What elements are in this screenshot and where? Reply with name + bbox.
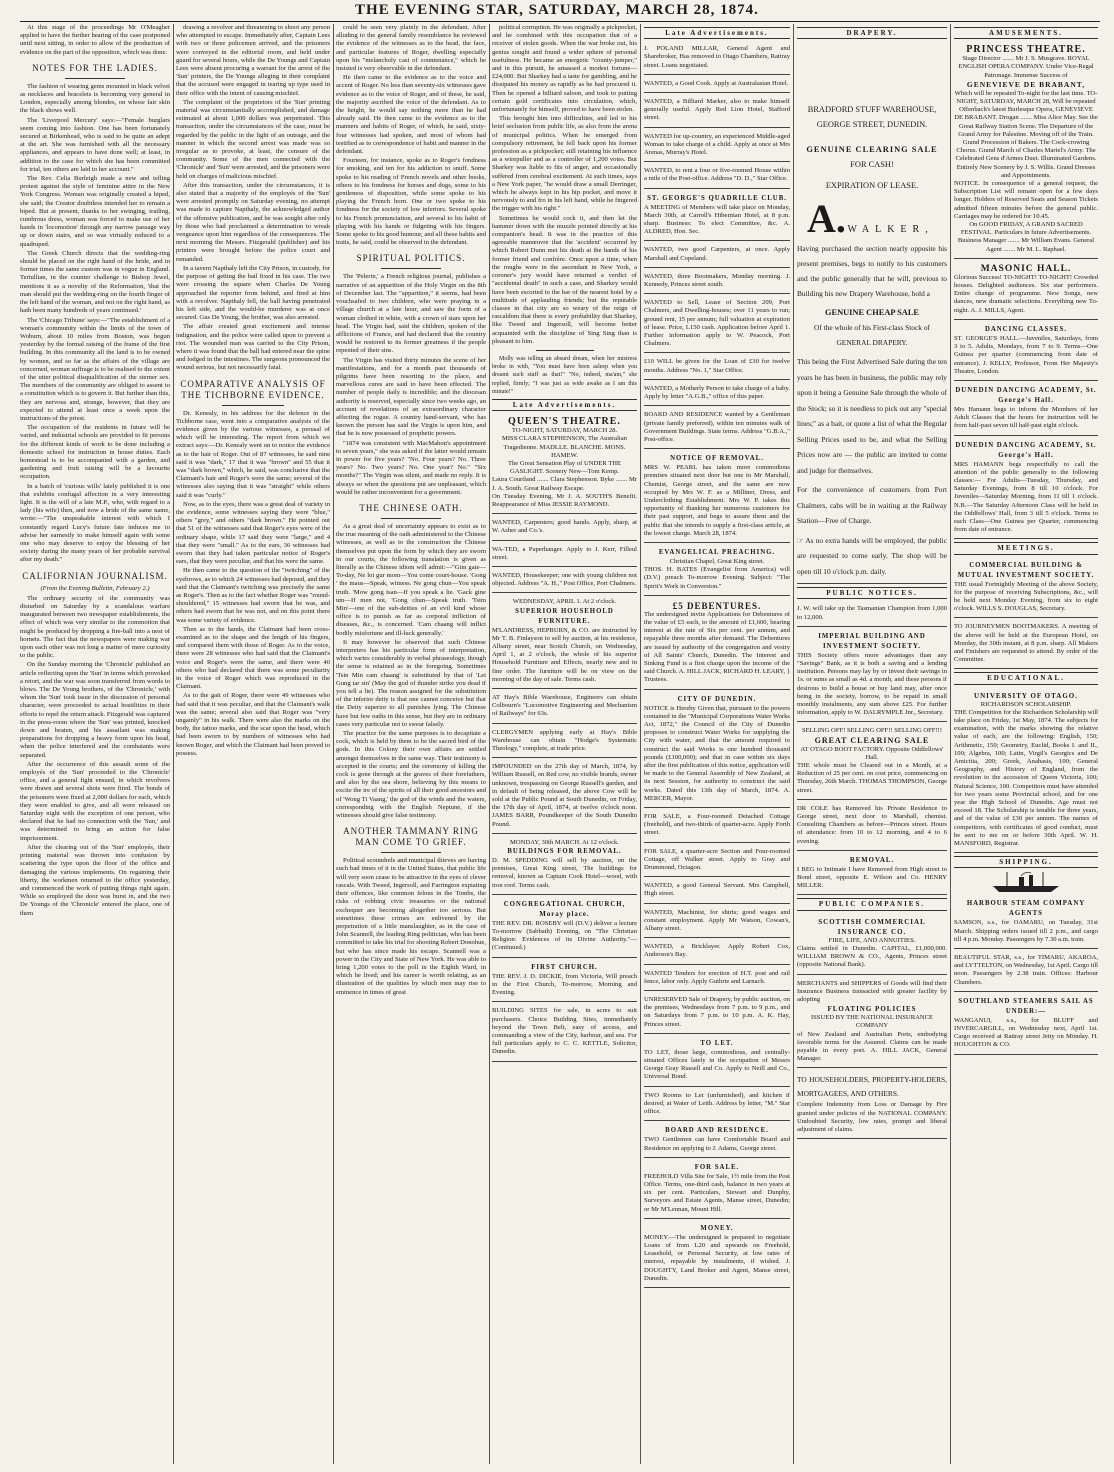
ad-title: COMMERCIAL BUILDING & MUTUAL INVESTMENT SOCIETY. xyxy=(957,561,1095,579)
section-public-companies: PUBLIC COMPANIES. xyxy=(797,898,947,910)
ad-text: Laura Courtland ....... Clara Stephenson. Byke ....... Mr J. A. South. Great Railway Escape. xyxy=(492,476,637,492)
ad-text: Mrs Hamann begs to inform the Members of her Adult Classes that the hours for instruction will be from half-past seven till half-past eight o'clock. xyxy=(954,405,1098,430)
ad-text: NOTICE is Hereby Given that, pursuant to the powers contained in the "Municipal Corporations Water Works Act, 1872," the Council of the City of Dunedin proposes to construct Water Works for supplying the City with water, and that the amount required to construct the said Works is one hundred thousand pounds (£100,000); and that in case within six days after the first publication of this notice, application will be made to the General Assembly of New Zealand, at its next Session, for authority to construct the said works. Dated this 13th day of March, 1874. A. MERCER, Mayor. xyxy=(644,704,790,802)
ad-text: A MEETING of Members will take place on Monday, March 30th, at Carroll's Hibernian Hotel, at 8 p.m. sharp. Business: To elect Committee, &c. A. ALDRED, Hon. Sec. xyxy=(644,203,790,236)
ad-title: ST. GEORGE'S QUADRILLE CLUB. xyxy=(647,194,787,202)
paragraph: As to the gait of Roger, there were 49 witnesses who had said that it was peculiar, and that the Claimant's walk was the same; several also said that Roger was "very ungainly" in his walk. There were also the marks on the body, the tattoo marks, and the scar upon the head, which had been sworn to by numbers of witnesses who had known Roger, and which the Claimant had been proved to possess. xyxy=(176,692,330,757)
ad-carpenters xyxy=(644,243,790,267)
paragraph: Now, as to the eyes, there was a great deal of variety in the evidence, some witnesses saying they were "blue," others "grey," and others "dark brown." He pointed out that 51 of the witnesses said that Roger's eyes were of the ordinary shape, while 17 said they were "large," and 4 that they were "small." As to the ears, 36 witnesses had sworn that they had taken particular notice of Roger's ears, that they were peculiar, and that his were the same. xyxy=(176,500,330,566)
ad-text: The undersigned invite Applications for Debentures of the value of £5 each, to the amount of £1,600, bearing interest at the rate of Six per cent. per annum, and repayable three months after demand. The Debentures are issued by authority of the congregation and vestry of All Saints' Church, Dunedin. The Interest and Sinking Fund is a first charge upon the income of the said Church. A. HILL JACK, RICHARD H. LEARY, } Trustees. xyxy=(644,610,790,684)
divider xyxy=(65,78,125,79)
paragraph: In a tavern Napthaly left the City Prison, in custody, for the purpose of getting the bail fixed in his case. The two were crossing the square when Charles De Young approached the reporter from behind, and fired at him with a revolver. Napthaly fell, the ball having penetrated his left side, and the would-be murderer was at once secured. Gus De Young, the brother, was also arrested. xyxy=(176,264,330,322)
ad-title: CONGREGATIONAL CHURCH, Moray place. xyxy=(503,900,626,918)
section-educational: EDUCATIONAL. xyxy=(954,672,1098,684)
ad-text: Christian Chapel, Great King street. xyxy=(669,557,765,565)
paragraph: The affair created great excitement and intense indignation, and the police were called upon to prevent a riot. The wounded man was carried to the City Prison, where it was found that the ball had entered near the spine and lodged in the intestines. The surgeons pronounced the wound serious, but not necessarily fatal. xyxy=(176,323,330,372)
ad-text: WANTED to Sell, Lease of Section 209, Port Chalmers, and Dwelling-houses; over 11 years to run; ground rent, 15 per annum; full valuation at expiration of lease. Price, L150 cash. Application before April 1. Further information apply to W. Peacock, Port Chalmers. xyxy=(644,299,790,348)
section-late-advertisements: Late Advertisements. xyxy=(644,27,790,39)
ad-text: CLERGYMEN applying early at Hay's Bible Warehouse can obtain "Hodge's Systematic Theology," complete, at trade price. xyxy=(492,728,637,753)
ad-text: MRS HAMANN begs respectfully to call the attention of the public generally to the following classes:— For Adults—Tuesday, Thursday, and Saturday Evenings, from 8 till 10 o'clock. For Juveniles—Saturday Morning, from 11 till 1 o'clock. N.B.—The Saturday Afternoon Class will be held in the Oddfellows' Hall, from 3 till 5 o'clock. Terms to each Class—One Guinea per Quarter, commencing from date of entrance. xyxy=(954,460,1098,534)
headline-spiritual-politics: SPIRITUAL POLITICS. xyxy=(356,253,466,264)
ad-text: TWO Rooms to Let (unfurnished), and kitchen if desired, at Water of Leith. Address by letter, "M." Star office. xyxy=(644,1091,790,1116)
ad-title: FIRST CHURCH. xyxy=(531,963,598,971)
ad-text: SELLING OFF! SELLING OFF!! SELLING OFF!!! xyxy=(801,727,943,735)
ad-text: WANTED, Machinist, for shirts; good wages and constant employment. Apply Mr Watson, Cowan's, Albany street. xyxy=(644,908,790,933)
paragraph: The 'Liverpool Mercury' says:—"Female burglars seem coming into fashion. One has been fortunately secured at Birkenhead, who is said to be quite an adept at the art. She was furnished with all the necessary appliances, and appears to have done well; at least, in addition to the case for which she has been committed for trial, ten others are laid to her account." xyxy=(20,116,170,173)
ad-billiard-marker xyxy=(644,95,790,128)
ad-text: WANTED, Carpenters; good hands. Apply, sharp, at W. Asher and Co.'s. xyxy=(492,519,637,535)
ad-congregational-church xyxy=(492,897,637,958)
ad-text: Complete Indemnity from Loss or Damage by Fire granted under policies of the NATIONAL COMPANY. Undoubted Security, low rates, prompt and liberal adjustment of claims. xyxy=(797,1101,947,1133)
ad-section-lease xyxy=(644,296,790,353)
ad-text: Having purchased the section nearly opposite his present premises, begs to notify to his customers and the public generally that he will, previous to Building his new Drapery Warehouse, hold a xyxy=(797,244,947,299)
paragraph: The occupation of the residents in future will be varied, and industrial schools are provided to fit persons for the different kinds of work to be done including a domestic school for instruction in house duties. Each homestead is to be accompanied with a garden, and gardening and fruit raising will be a favourite occupation. xyxy=(20,424,170,481)
ad-text: BOARD AND RESIDENCE wanted by a Gentleman (private family preferred), within ten minutes walk of Government Buildings. State terms. Address "G.B.A.," Post-office. xyxy=(644,411,790,443)
ad-debentures xyxy=(644,598,790,690)
ad-walker-drapery xyxy=(797,42,947,584)
ad-text: MONEY.—The undersigned is prepared to negotiate Loans of from L20 and upwards on Freehold, Leasehold, or Personal Security, at low rates of interest, repayable by instalments, if wished. J. DOUGHTY, Land Broker and Agent, Manse street, Dunedin. xyxy=(644,1233,790,1282)
ad-title: QUEEN'S THEATRE. xyxy=(508,416,621,428)
ad-text: WALKER, xyxy=(847,224,934,236)
paragraph: The ordinary security of the community was disturbed on Saturday by a scandalous warfare inaugurated between two newspaper establishments, the effect of which was very similar to the commotion that might be produced by dropping a fire-ball into a nest of hornets. The fact that the newspapers were making war upon each other was not long a matter of mere curiosity to the public. xyxy=(20,594,170,660)
column-4 xyxy=(492,24,637,1464)
ad-text: FOR SALE, a quarter-acre Section and Four-roomed Cottage, off Walker street. Apply to Gray and Drummond, Octagon. xyxy=(644,847,790,872)
paragraph: Sometimes he would cock it, and then let the hammer down with the muzzle pointed directly at his companion's head. It was in the practice of this agreeable manœuvre that the 'accident' occurred by which Robert Dunn met his death at the hands of his former friend and confrère. Once upon a time, when the roughs were in the ascendant in New York, a coroner's jury would have returned a verdict of "accidental death" in such a case, and Sharkey would have been escorted to the bar of the nearest hotel by a multitude of applauding friends; but the reputable classes in that city are so weary of the reign of rascaldom that there is every probability that Sharkey, like Tweed and Ingersoll, will become better acquainted with the discipline of Sing Sing than is pleasant to him. xyxy=(492,214,637,345)
ad-title: CITY OF DUNEDIN. xyxy=(677,695,757,703)
ad-text: £10 WILL be given for the Loan of £30 for twelve months. Address "No. 1," Star Office. xyxy=(644,358,790,374)
ad-poland-millar xyxy=(644,42,790,75)
divider xyxy=(381,268,441,269)
ad-title: MASONIC HALL. xyxy=(980,263,1072,274)
ad-motherly-person xyxy=(644,382,790,406)
headline-tammany: ANOTHER TAMMANY RING MAN COME TO GRIEF. xyxy=(343,826,479,848)
divider xyxy=(222,405,284,406)
ad-drapery-sale xyxy=(644,993,790,1034)
paragraph-anecdote: Molly was telling an absurd dream, when her mistress broke in with, "You must have been asleep when you dreamt such stuff as that!" "No, indeed, ma'am," she replied, firmly; "I was just as wide awake as I am this minute!" xyxy=(492,355,637,395)
column-divider xyxy=(793,24,794,1464)
ad-title: NOTICE OF REMOVAL. xyxy=(670,455,764,463)
ad-text: FOR SALE, a Four-roomed Detached Cottage (freehold), and two-thirds of quarter-acre. Apply Forth street. xyxy=(644,813,790,837)
ad-text: WEDNESDAY, APRIL 1. At 2 o'clock. xyxy=(512,598,617,606)
ad-text: On GOOD FRIDAY, A GRAND SACRED FESTIVAL. Particulars in future Advertisements. Business Manager ....... Mr William Evans. General Agent ....... Mr M. L. Raphael. xyxy=(957,221,1095,253)
ad-text: ☞ As no extra hands will be employed, the public are requested to come early. The shop will be open till 10 o'clock p.m. daily. xyxy=(797,535,947,576)
ad-text: DR COLE has Removed his Private Residence to George street, next door to Marshall, chemist. Consulting Chambers as before—Princes street. Hours of attendance: from 10 to 12 morning, and 4 to 6 evening. xyxy=(797,804,947,845)
ad-masonic-hall xyxy=(954,261,1098,320)
ad-commercial-building xyxy=(954,558,1098,619)
section-drapery: DRAPERY. xyxy=(797,27,947,39)
ad-text: TO HOUSEHOLDERS, PROPERTY-HOLDERS, MORTGAGEES, AND OTHERS. xyxy=(797,1075,947,1099)
column-1 xyxy=(20,24,170,1464)
ad-title: SCOTTISH COMMERCIAL INSURANCE CO. xyxy=(818,917,926,936)
ad-dancing-academy xyxy=(954,438,1098,540)
ad-southland-steamers xyxy=(954,994,1098,1055)
ad-text: WANTED, Housekeeper; one with young children not objected. Address "A. H.," Post Office, Port Chalmers. xyxy=(492,571,637,588)
ad-text: FREEHOLD Villa Site for Sale, 1½ mile from the Post Office. Terms, one-third cash, balance in two years at six per cent. Particulars, Stewart and Dunphy, Surveyors and Estate Agents, Manse street, Dunedin; or Mr M'Lennan, Mount Hill. xyxy=(644,1172,790,1213)
ad-text: FOR CASH! xyxy=(850,160,894,170)
ad-title: PRINCESS THEATRE. xyxy=(966,44,1086,56)
ad-journeymen-bootmakers xyxy=(954,620,1098,669)
ad-text: ISSUED BY THE NATIONAL INSURANCE COMPANY xyxy=(810,1014,934,1030)
ad-title: FLOATING POLICIES xyxy=(827,1005,917,1014)
ad-title: GENUINE CLEARING SALE xyxy=(806,145,938,155)
ad-text: WANTED, three Bootmakers, Monday morning. J. Kennedy, Princes street south. xyxy=(644,272,790,289)
section-shipping: SHIPPING. xyxy=(954,856,1098,868)
ad-quadrille-club xyxy=(644,191,790,242)
ad-building-sites xyxy=(492,1004,637,1061)
ad-text: SAMSON, s.s., for OAMARU, on Tuesday, 31st March. Shipping orders issued till 2 p.m., and cargo till 4 p.m. Monday. Passengers by 7.30 a.m. train. xyxy=(954,919,1098,943)
ad-text: GEORGE STREET, DUNEDIN. xyxy=(816,120,928,130)
paragraph: The fashion of wearing gems mounted in black velvet as necklaces and bracelets is becoming very general in London, especially among blondes, on whose fair skin the black shows well. xyxy=(20,82,170,115)
ad-tasmanian xyxy=(797,602,947,626)
ad-text: TWO Gentlemen can have Comfortable Board and Residence on applying to J. Adams, George street. xyxy=(644,1136,790,1152)
ad-dancing-classes xyxy=(954,322,1098,381)
ad-text: WANTED for up-country, an experienced Middle-aged Woman to take charge of a child. Apply at once at Mrs Arenas, Murray's Hotel. xyxy=(644,132,790,157)
ad-general-servant xyxy=(644,879,790,903)
ad-first-church xyxy=(492,960,637,1003)
ad-title: GENUINE CHEAP SALE xyxy=(824,308,919,318)
ad-boot-factory xyxy=(797,724,947,799)
walker-name xyxy=(807,196,947,242)
ad-title: BOARD AND RESIDENCE. xyxy=(665,1127,769,1135)
ad-title: TO LET. xyxy=(700,1039,734,1047)
ad-text: WANTED Tenders for erection of H.T. post and rail fence, labor only. Apply Guthrie and Larnach. xyxy=(644,969,790,985)
paragraph: In a batch of 'curious wills' lately published it is one that exhibits confugal affection in a very interesting light. It is the will of a late M.P., who, with regard to a lady (his wife) then, and now a bride of the same name, wrote:—"The unspeakable interest with which I constantly regard Lucy's future fate induces me to advise her earnestly to make himself again with some one who may deserve to enjoy the blessing of her society during the many years of her probable survival after my death." xyxy=(20,482,170,564)
ad-text: On Tuesday Evening, Mr J. A. SOUTH'S Benefit. Reappearance of Miss JESSIE RAYMOND. xyxy=(492,492,637,508)
ad-two-rooms xyxy=(644,1089,790,1122)
ad-title: DUNEDIN DANCING ACADEMY, St. George's Hall. xyxy=(955,441,1097,459)
ad-title: REMOVAL. xyxy=(849,856,895,864)
ad-title: UNIVERSITY OF OTAGO. xyxy=(974,691,1078,700)
ad-text: THIS Society offers more advantages than any "Savings" Bank, as it is both a saving and a lending institution. Persons may lay by or invest their savings in 1s. or sums as small as 4d. a month, and these persons if desirous to build a house or buy land may, after once being in the society, borrow, to be repaid in small monthly instalments, any sum above £25. For further information, apply to W. DALRYMPLE Jnr., Secretary. xyxy=(797,651,947,717)
column-3 xyxy=(336,24,486,1464)
ad-notice-removal xyxy=(644,451,790,543)
column-2 xyxy=(176,24,330,1464)
ad-title: MONEY. xyxy=(700,1224,734,1232)
ad-text: THE REV. J. D. DICKIE, from Victoria, Will preach in the First Church, To-morrow, Morning and Evening. xyxy=(492,972,637,997)
ad-princess-theatre xyxy=(954,42,1098,259)
paragraph: The Rev. Celia Burleigh made a new and telling protest against the style of feminine attire in the New York Congress. Woman was originally created a biped, she said; the Creator doubtless intended her to remain a biped. But at present, thanks to her swinging, trailing, cumbrous dress, woman was forced to make use of her hands in 'locomotion' through any narrow passage way up or down stairs, and so was virtually reduced to a quadruped. xyxy=(20,175,170,248)
ad-imperial-building xyxy=(797,629,947,723)
ad-money xyxy=(644,1221,790,1288)
steamship-icon xyxy=(991,871,1061,893)
ad-text: FIRE, LIFE, AND ANNUITIES. xyxy=(828,936,916,944)
ad-tenders xyxy=(644,967,790,991)
paragraph: This brought him into difficulties, and led to his brief seclusion from public life, as also from the arena of municipal politics. When he emerged from compulsory retirement, he fell back upon his former profession as a pickpocket; still retaining his influence as a wirepuller and as a controller of 1,200 votes. But Sharkey was liable to fits of anger, and occasionally suffered from cerebral excitement. At such times, says a New York paper, "he would draw a small Derringer, which he always kept in his hip pocket, and move it nervously to and fro in his left hand, while he fingered the trigger with his right." xyxy=(492,115,637,213)
ad-text: UNRESERVED Sale of Drapery, by public auction, on the premises, Wednesdays from 7 p.m. to 9 p.m., and on Saturdays from 7 p.m. to 10 p.m. A. K. Hay, Princes street. xyxy=(644,996,790,1028)
ad-text: WANTED, to rent a four or five-roomed House within a mile of the Post-office. Address "D. D.," Star Office. xyxy=(644,167,790,183)
column-divider xyxy=(173,24,174,1464)
ad-text: MISS CLARA STEPHENSON, The Australian Tragedienne. MADLLE. BLANCHE. MONS. HAMEW. xyxy=(502,435,627,459)
ad-title: GENEVIEVE DE BRABANT, xyxy=(966,79,1086,89)
ad-scottish-commercial xyxy=(797,914,947,975)
ad-removal xyxy=(797,853,947,896)
paragraph: The Virgin has visited thirty minutes the scene of her manifestations, and for a month past thousands of pilgrims have been resorting to the place, and marvellous cures are said to have been effected. The number of people daily is incredible; and the diocesan authority is reserved, especially since two weeks ago, an account of revelations of an extraordinary character affecting the rogue. A country hand-servant, who has known the person has said the Virgin is upon him, and that he is now possessed of prophetic powers. xyxy=(336,356,486,438)
ad-title: HARBOUR STEAM COMPANY AGENTS xyxy=(966,900,1086,918)
ad-housekeeper xyxy=(492,569,637,593)
ad-text: TO JOURNEYMEN BOOTMAKERS. A meeting of the above will be held at the European Hotel, on Monday, the 30th instant, at 8 p.m. sharp. All Makers and Finishers are requested to attend. By order of the Committee. xyxy=(954,623,1098,664)
headline-tichborne: COMPARATIVE ANALYSIS OF THE TICHBORNE EVIDENCE. xyxy=(180,378,326,400)
ad-text: THOS. H. BATES (Evangelist from America) will (D.V.) preach To-morrow Evening. Subject: "The Spirit's Work in Conversion." xyxy=(644,566,790,590)
ad-title: BUILDINGS FOR REMOVAL. xyxy=(507,848,622,856)
ad-text: THE REV. DR. ROSEBY will (D.V.) deliver a lecture To-morrow (Sabbath) Evening, on "The Christian Religion: Evidences of its Divine Authority."—(Continued.) xyxy=(492,919,637,952)
ad-harbour-steam xyxy=(954,896,1098,949)
ad-text: MONDAY, 30th MARCH. At 12 o'clock. xyxy=(510,838,619,846)
paragraph: The 'Pelerin,' a French religious journal, publishes a narrative of an apparition of the Holy Virgin on the 8th of December last. The "apparition," it seems, had been vouchsafed to two children, who were praying in a village church at a late hour, and saw the form of a woman clothed in white, with a crown of stars upon her head. The Virgin had, said the children, spoken of the afflictions of France, and had declared that the country would be restored to its former greatness if the people repented of their sins. xyxy=(336,273,486,355)
subheading: (From the Evening Bulletin, February 2.) xyxy=(40,584,150,592)
ad-text: THE Competition for the Richardson Scholarship will take place on Friday, 1st May, 1874. The subjects for examination, with the marks showing the relative value of each, are the following: English, 150; Arithmetic, 150; Geometry, Euclid, Books I. and II., 100; Algebra, 100; Latin, Virgil's Georgics and De Amicitia, 200; Greek, Anabasis, 100; General Geography, and History of England, from the revolution to the accession of Queen Victoria, 100; Natural Science, 100. Competitors must have attended for two years some Provincial school, and for one year the High School of Dunedin. Age must not exceed 18. The Scholarship is tenable for three years, and of the value of £30 per annum. The names of competitors, with certificates of good conduct, must be sent to me on or before 30th April. W. H. MANSFORD, Registrar. xyxy=(954,708,1098,848)
column-5 xyxy=(644,24,790,1464)
ad-evangelical xyxy=(644,545,790,596)
paragraph: The complaint of the proprietors of the 'Sun' printing material was circumstantially accomplished, and damage estimated at about 1,000 dollars was perpetrated. This transaction, under the circumstances of the case, must be regarded by the public in the light of an outrage, and the manner in which the second arrest was made was so irregular as to provoke, at least, the censure of the community. Some of the men connected with the 'Chronicle' and 'Sun' were arrested, and the prisoners were held on charges of malicious mischief. xyxy=(176,98,330,180)
ad-loan xyxy=(644,355,790,379)
paragraph: After this transaction, under the circumstances, it is also stated that a majority of the employés of the 'Sun' were arrested promptly on Saturday evening, no attempt was made to capture Napthaly, the acknowledged author of the offensive publication, and he was sought after only by those who had proclaimed a determination to wreak vengeance upon him regardless of the consequences. The next morning the Messrs. Fitzgerald (publisher) and his printers were brought before the police court and remanded. xyxy=(176,181,330,263)
paragraph: Political scoundrels and municipal thieves are having such bad times of it in the United States, that public life will very soon cease to be attractive in the eyes of clever rascals. With Tweed, Ingersoll, and Farrington expiating their offences, like common felons in the Tombs, the risks of robbing civic treasuries or the national exchequer are becoming altogether too serious. But sometimes these crimes are enlivened by the perpetration of a little manslaughter, as in the case of John Scannell, the leading Ring politician, who has been committed to take his trial for shooting Robert Donohue, but who has since made his escape. Scannell was a power in the City and State of New York. He was able to bring 1,200 votes to the poll in the Eighth Ward, in which he lived; and his career is worth relating, as an illustration of the qualities by which men may rise to eminence in times of great xyxy=(336,857,486,996)
ad-text: of New Zealand and Australian Ports, embodying favorable terms for the Assured. Claims can be made payable in every port. A. HILL JACK, General Manager. xyxy=(797,1030,947,1063)
ad-text: Of the whole of his First-class Stock of GENERAL DRAPERY. xyxy=(814,323,930,348)
ad-text: BEAUTIFUL STAR, s.s., for TIMARU, AKAROA, and LYTTELTON, on Wednesday, 1st April. Cargo till noon. Passengers by 2.38 train. Offices: Harbour Chambers. xyxy=(954,954,1098,986)
paragraph: The practice for the same purposes is to decapitate a cock, which is held by them to be the sacred bird of the gods. In this Colony their own affairs are settled amongst themselves in the same way. Their testimony is accepted in the courts; and the ceremony of killing the cock is gone through at the graves of their forefathers, and also by the sea shore, believing by this means to excite the ire of the spirits of all their good ancestors and of 'Wong Ti Vaang,' the god of the winds and the waters, corresponding with the English Neptune, if the witnesses should give false testimony. xyxy=(336,730,486,820)
ad-text: TO-NIGHT, SATURDAY, MARCH 28. xyxy=(511,427,618,435)
divider xyxy=(536,350,594,351)
ad-to-let xyxy=(644,1036,790,1087)
ad-text: J. POLAND MILLAR, General Agent and Sharebroker, Has removed to Otago Chambers, Rattray street. Loans negotiated. xyxy=(644,45,790,69)
ad-section-sale xyxy=(644,845,790,878)
paragraph: Dr. Kenealy, in his address for the defence in the Tichborne case, went into a comparative analysis of the evidence given by the various witnesses, a perusal of which will be interesting. The report from which we extract says:—Dr. Kenealy went on to notice the evidence as to the hair of Roger. Out of 87 witnesses, he said nine said it was "dark," 17 that it was "brown" and 55 that it was "dark brown," which, he said, was conclusive that the Claimant's hair and Roger's were the same; several of the witnesses also saying that it was "straight" while others said it was "curly." xyxy=(176,409,330,499)
ad-dr-cole xyxy=(797,802,947,851)
column-6 xyxy=(797,24,947,1464)
ad-house-rent xyxy=(644,164,790,188)
section-meetings: MEETINGS. xyxy=(954,542,1098,554)
ad-for-sale xyxy=(644,1160,790,1219)
ad-text: AT Hay's Bible Warehouse, Engineers can obtain Colbourn's "Locomotive Engineering and Mechanism of Railways" for 63s. xyxy=(492,694,637,718)
ad-text: RICHARDSON SCHOLARSHIP. xyxy=(980,700,1072,708)
paragraph: The 'Chicago Tribune' says:—"The establishment of a woman's community within the limits of the town of Woburn, about 10 miles from Boston, was begun yesterday by the formal raising of the frame of the first building. In this community all the land is to be owned by women, and so far as the affairs of the village are concerned, woman suffrage is to be realised to the extent of the utter political disqualification of the sterner sex. The members of the community are obliged to assent to a constitution which is to govern it. But further than this, they are nervous and, strange, however, that they are expected to attend at least once a week upon the instructions of the priest. xyxy=(20,316,170,422)
ad-text: BRADFORD STUFF WAREHOUSE, xyxy=(807,105,937,115)
ad-board-and-residence xyxy=(644,1123,790,1157)
ad-text: TO LET, those large, commodious, and centrally-situated Offices lately in the occupation of Messrs George Gray Russell and Co. Apply to Neill and Co., Universal Bond. xyxy=(644,1048,790,1081)
divider xyxy=(381,518,441,519)
ad-paperhanger xyxy=(492,543,637,567)
ad-text: For the convenience of customers from Port Chalmers, cabs will be in waiting at the Railway Station—Free of Charge. xyxy=(797,485,947,526)
ad-buildings-removal xyxy=(492,836,637,895)
ad-national-insurance xyxy=(797,977,947,1069)
paragraph: political corruption. He was originally a pickpocket, and he combined with this occupation that of a receiver of stolen goods. When the war broke out, his genius sought and found a wider sphere of personal usefulness. He became an energetic "county-jumper," and in this pursuit, he amassed a modest fortune—£24,000. But Sharkey had a taste for gambling, and he dissipated his money as rapidly as he had procured it. Then he opened a billiard saloon, and took to putting certain gold certificates into circulation, which, unfortunately for himself, proved to have been stolen. xyxy=(492,24,637,114)
dropcap: A. xyxy=(807,196,846,242)
paragraph: Fourteen, for instance, spoke as to Roger's fondness for smoking, and ten for his addiction to snuff. Some spoke to his reading of French novels and other books, others to his fondness for horses and dogs, some to his gentleness of disposition, while some spoke to his playing the French horn. One or two spoke to his fondness for the society of low inferiors. Several spoke to his French pronunciation, and several to his habit of playing with his hands or fidgeting with his fingers. Some spoke to his good humour, and all these habits and traits, he said, could be observed in the defendant. xyxy=(336,157,486,247)
article-intro: At this stage of the proceedings Mr O'Meagher applied to have the further hearing of the case postponed until next sitting, in order to allow of the production of evidence on the part of the opposition, which was done. xyxy=(20,24,170,56)
ad-impounded xyxy=(492,760,637,834)
ad-title: GREAT CLEARING SALE xyxy=(814,735,930,745)
ad-text: WANTED, a good General Servant. Mrs Campbell, High street. xyxy=(644,882,790,898)
ad-text: Stage Director ....... Mr J. S. Musgrave. ROYAL ENGLISH OPERA COMPANY. Under Vice-Regal Patronage. Immense Success of xyxy=(958,55,1094,79)
ad-text: WA-TED, a Paperhanger. Apply to J. Kerr, Filleul street. xyxy=(492,545,637,561)
ad-woman-wanted xyxy=(644,130,790,163)
ad-text: EXPIRATION OF LEASE. xyxy=(825,181,919,191)
ad-text: D. M. SPEDDING will sell by auction, on the premises, Great King street, The buildings for removal, known as Captain Cook Hotel—wood, with iron roof. Terms cash. xyxy=(492,857,637,889)
ad-university-otago xyxy=(954,688,1098,854)
ad-city-of-dunedin xyxy=(644,692,790,808)
paragraph: Then as to the hands, the Claimant had been cross-examined as to the shape and the length of his fingers, and compared them with those of Roger. As to the voice, there were 28 witnesses who had said that the Claimant's voice and Roger's were the same, and there were 40 others who had declared that there was some peculiarity in the voice of Roger which was reproduced in the Claimant. xyxy=(176,625,330,691)
ad-text: THE whole must be Cleared out in a Month, at a Reduction of 25 per cent. on cost price, commencing on Thursday, 26th March. THOMAS THOMPSON, George street. xyxy=(797,762,947,794)
ad-text: WANTED, two good Carpenters, at once. Apply Marshall and Copeland. xyxy=(644,246,790,262)
ad-text: This being the First Advertised Sale during the ten years he has been in business, the public may rely upon it being a Genuine Sale through the whole of the Stock; so it is needless to pick out any "special lines;" as a bait, or quote a list of what the Regular Selling Prices used to be, and what the Selling Prices now are — the public are invited to come and judge for themselves. xyxy=(797,357,947,475)
ad-bootmakers xyxy=(644,270,790,294)
ad-dancing-academy-adults xyxy=(954,383,1098,436)
ad-text: AT OTAGO BOOT FACTORY. Opposite Oddfellows' Hall. xyxy=(800,745,944,761)
ad-cook xyxy=(644,77,790,93)
headline-notes-for-ladies: NOTES FOR THE LADIES. xyxy=(32,62,158,73)
ad-hays-engineers xyxy=(492,691,637,724)
headline-chinese-oath: THE CHINESE OATH. xyxy=(359,502,463,513)
ad-text: ST. GEORGE'S HALL.—Juveniles, Saturdays, from 3 to 5. Adults, Mondays, from 7 to 9. Terms—One Guinea per quarter (commencing from date of entrance). J. KELLY, Professor, From Her Majesty's Theatre, London. xyxy=(954,334,1098,375)
paragraph: "1874 was consistent with MacMahon's appointment to seven years," she was asked if the latter would remain in power for five years? "No. Four years? No. Three years? No. Two years? No. One year? No." "Six months?" The Virgin was silent, and made no reply. It is always so when the questions put are unpleasant, which would be rather inconvenient for a government. xyxy=(336,439,486,496)
paragraph: After the occurrence of this assault some of the employés of the 'Sun' proceeded to the 'Chronicle' office, and a general fight ensued, in which revolvers were drawn and several shots were fired. The bonds of the prisoners were fixed at 2,000 dollars for each, which they were enabled to give, and all were released on Saturday night with the exception of one person, who declared that he had no connection with the 'Sun,' and was determined to bring an action for false imprisonment. xyxy=(20,760,170,842)
column-7 xyxy=(954,24,1098,1464)
ad-text: Which will be repeated To-night for the last time. TO-NIGHT, SATURDAY, MARCH 28, Will be repeated Offenbach's latest Burlesque Opera, GENEVIEVE DE BRABANT. Drogan ....... Miss Alice May. See the Great Railway Station Scene. The Departure of the Grand Army for Palestine. Moving off of the Train. Grand Procession of Bakers. The Cock-crowing Chorus. Grand March of Charles Martel's Army. The Celebrated Gens d'Armes Duet. Illuminated Gardens. Entirely New Scenery by J. S. Willis. Grand Dresses and Appointments. xyxy=(954,89,1098,179)
divider xyxy=(381,852,441,853)
ad-bricklayer xyxy=(644,940,790,964)
ad-queens-theatre xyxy=(492,414,637,514)
paragraph: The Greek Church directs that the wedding-ring should be placed on the right hand of the bride, and in former times the same custom was in vogue in England. Tertullian, in the counter challenge to Bishop Jewel, mentions it as a novelty of the Reformation, 'that the man should put the wedding-ring on the fourth finger of the left hand of the woman, and not on the right hand, as hath been many hundreds of years continued.' xyxy=(20,249,170,315)
ad-text: WANTED, a Bricklayer. Apply Robert Cox, Anderson's Bay. xyxy=(644,943,790,959)
section-amusements: AMUSEMENTS. xyxy=(954,27,1098,39)
ad-text: BUILDING SITES for sale, in acres to suit purchasers. Choice Building Sites, immediately beyond the Town Belt, easy of access, and commanding a view of the City, harbour, and sea. For full particulars apply to C. C. KETTLE, Solicitor, Dunedin. xyxy=(492,1007,637,1056)
paragraph: It may however be observed that such Chinese interpreters has his particular form of interpretation, which varies considerably in verbal phraseology, though the sense is retained as in the foregoing. Sometimes 'Tsin Min cam chaang' is substituted by that of 'Lei Gung tar sin' (May the god of thunder strike you dead if you tell a lie). The reason assigned for the substitution of the inferior deity is that one cannot conceive but that the Deity superior to all punishes lying. The Chinese have but few oaths in this sense, but they are in ordinary cases very particular not to swear falsely. xyxy=(336,638,486,728)
ad-cottage-sale xyxy=(644,810,790,843)
section-late-advertisements: Late Advertisements. xyxy=(492,399,637,411)
ad-text: IMPOUNDED on the 27th day of March, 1874, by William Russell, on Red cow, no visible brands, owner unknown, trespassing on George Russell's garden, and in default of being released, the above Cow will be sold at the Public Pound at South Dunedin, on Friday, the 17th day of April, 1874, at twelve o'clock noon. JAMES BARR, Poundkeeper of the South Dunedin Pound. xyxy=(492,763,637,828)
ad-text: WANTED, a Good Cook. Apply at Australasian Hotel. xyxy=(644,79,789,87)
ad-text: Glorious Success! TO-NIGHT! TO-NIGHT! Crowded houses. Delighted audiences. Six star performers. Entire change of programme. New Songs, new dances, new dramatic selections. Everything new To-night. A. J. MILLS, Agent. xyxy=(954,273,1098,314)
ad-text: J. W. will take up the Tasmanian Champion from 1,000 to 12,000. xyxy=(797,605,947,621)
ad-text: MRS W. PEARL has taken more commodious premises situated next door but one to Mr Marshall, Chemist, George street, and the same are now occupied by Mrs W. F. as a Milliner, Dress, and Underclothing Establishment. Mrs W. P. takes this opportunity of thanking her numerous customers for their past support, and begs to assure them and the public that she intends to supply a first-class article, at the lowest charge. March 28, 1874. xyxy=(644,464,790,537)
ad-title: IMPERIAL BUILDING AND INVESTMENT SOCIETY. xyxy=(818,632,926,650)
ad-title: DUNEDIN DANCING ACADEMY, St. George's Hall. xyxy=(955,386,1097,404)
ad-furniture-sale xyxy=(492,595,637,689)
column-divider xyxy=(950,24,951,1464)
paragraph: He then came to the evidence as to the voice and accent of Roger. No less than seventy-six witnesses gave evidence as to the voice of Roger, and of these, he said, the majority ascribed the voice of the defendant. As to the height, he would say nothing more than he had already said. He then came to the evidence as to the manners and habits of Roger, of which, he said, sixty-four witnesses had spoken, and most of whom had testified as to correspondence of habit and manner in the defendant. xyxy=(336,74,486,156)
paragraph: After the clearing out of the 'Sun' employés, their printing material was thrown into confusion by scattering the type upon the floor of the office and damaging the various implements. On regaining their liberty, the workmen returned to the office yesterday, and commenced the work of putting things right again. While so employed the door was burst in, and the two De Youngs of the 'Chronicle' entered the place, one of them xyxy=(20,843,170,917)
ad-text: Claims settled in Dunedin. CAPITAL, £1,000,000. WILLIAM BROWN & CO., Agents, Princes street (opposite National Bank). xyxy=(797,944,947,969)
ad-title: DANCING CLASSES. xyxy=(984,325,1068,333)
ad-carpenters xyxy=(492,516,637,540)
ad-text: WANTED, a Motherly Person to take charge of a baby. Apply by letter "A.G.B.," office of this paper. xyxy=(644,384,790,401)
ad-title: £5 DEBENTURES. xyxy=(672,600,762,611)
column-divider xyxy=(489,24,490,1464)
paragraph: could be seen very plainly in the defendant. After alluding to the general family resemblance he reviewed the evidence of the witnesses as to the head, the face, and particular features of Roger, dwelling especially upon his "melancholy cast of countenance," which he insisted is very observable in the defendant. xyxy=(336,24,486,73)
ad-hays-clergymen xyxy=(492,726,637,759)
ad-text: WANGANUI, s.s., for BLUFF and INVERCARGILL, on Wednesday next, April 1st. Cargo received at Rattray street Jetty on Monday. H. HOUGHTON & CO. xyxy=(954,1016,1098,1049)
paragraph: As a great deal of uncertainty appears to exist as to the true meaning of the oath administered to the Chinese witnesses, as well as to the construction the Chinese themselves put upon the form by which they are sworn in our courts, the following translation is given as literally as the Chinese idiom will admit:—"Gim gaie—To-day, Ne loi gur mom—You come court-house. 'Gong ' the maus—Speak, witness. Ne gong chun—You speak truth. 'Mow gong tsan—If you speak a lie. 'Gack gine um—If men not, 'Gong chun—Speak truth. 'Tsim Min'—one of the sub-deities of an evil kind whose office is to punish as far as corporal infliction of diseases, &c., is concerned. 'Cam chaang will inflict bodily misfortune and ill-luck generally.' xyxy=(336,522,486,637)
paragraph: On the Sunday morning the 'Chronicle' published an article reflecting upon the 'Sun' in terms which provoked a retort, and the war was soon transferred from words to blows. The De Young brothers, of the 'Chronicle,' with whom the 'Sun' took issue in the discussion of personal character, were proceeded to actual hostilities in their efforts to repel the return attack. Fitzgerald was captured in the press-room where the 'Sun' was printed, knocked down and beaten, and his assailant was making preparations for dropping a heavy form upon his head, when the police interfered and the combatants were separated. xyxy=(20,661,170,759)
ad-text: The Great Sensation Play of UNDER THE GASLIGHT. Scenery New—Tom Kemp. xyxy=(507,459,622,476)
paragraph: He then came to the question of the "twitching" of the eyebrows, as to which 24 witnesses had deposed, and they said that the Claimant's twitching was precisely the same as Roger's. Then as to the fact whether Roger was "round-shouldered," 15 witnesses had sworn that he was, and others had sworn that he was not, and on this point there was some variety of evidence. xyxy=(176,567,330,624)
ad-title: FOR SALE. xyxy=(694,1163,740,1171)
ad-text: THE usual Fortnightly Meeting of the above Society, for the purpose of receiving Subscriptions, &c., will be held next Monday Evening, from six to eight o'clock. WILLS S. DOUGLAS, Secretary. xyxy=(954,580,1098,613)
ad-text: M'LANDRESS, HEPBURN, & CO. are instructed by Mr T. B. Finlayson to sell by auction, at his residence, Albany street, near Scotch Church, on Wednesday, April 1, at 2 o'clock, the whole of his superior Household Furniture and Effects, nearly new and in fine order. The furniture will be on view on the morning of the day of sale. Terms cash. xyxy=(492,626,637,683)
ad-householders xyxy=(797,1070,947,1139)
ad-title: EVANGELICAL PREACHING. xyxy=(658,548,776,556)
ad-title: SOUTHLAND STEAMERS SAIL AS UNDER:— xyxy=(958,997,1094,1015)
ad-text: I BEG to Intimate I have Removed from High street to Bond street, opposite E. Wilson and Co. HENRY MILLER. xyxy=(797,865,947,890)
masthead-rule xyxy=(20,21,1100,22)
ad-machinist xyxy=(644,906,790,939)
headline-californian-journalism: CALIFORNIAN JOURNALISM. xyxy=(22,570,168,581)
column-divider xyxy=(333,24,334,1464)
ad-text: MERCHANTS and SHIPPERS of Goods will find their Insurance Business transacted with greater facility by adopting xyxy=(797,979,947,1003)
column-divider xyxy=(640,24,641,1464)
ad-title: SUPERIOR HOUSEHOLD FURNITURE. xyxy=(515,607,614,625)
ad-text: WANTED, a Billiard Marker, also to make himself generally useful. Apply Red Lion Hotel, Stafford street. xyxy=(644,98,790,122)
ad-beautiful-star xyxy=(954,951,1098,992)
ad-board-residence xyxy=(644,408,790,449)
section-public-notices: PUBLIC NOTICES. xyxy=(797,587,947,599)
paragraph: drawing a revolver and threatening to shoot any person who attempted to escape. Immediately after, Captain Lees with two or three policemen arrived, and the prisoners were conveyed in the editorial room, and held under guard for several hours, while the De Youngs and Captain Lees were absent procuring a warrant for the arrest of the 'Sun' printers, the De Youngs alleging in their complaint that the accused were engaged in tearing up type used in their office with the intent of causing mischief. xyxy=(176,24,330,97)
masthead: THE EVENING STAR, SATURDAY, MARCH 28, 1874. xyxy=(355,2,759,18)
ad-text: NOTICE. In consequence of a general request, the Subscription List will remain open for a few days longer. Holders of Reserved Seats and Season Tickets admitted fifteen minutes before the general public. Carriages may be ordered for 10.45. xyxy=(954,180,1098,220)
